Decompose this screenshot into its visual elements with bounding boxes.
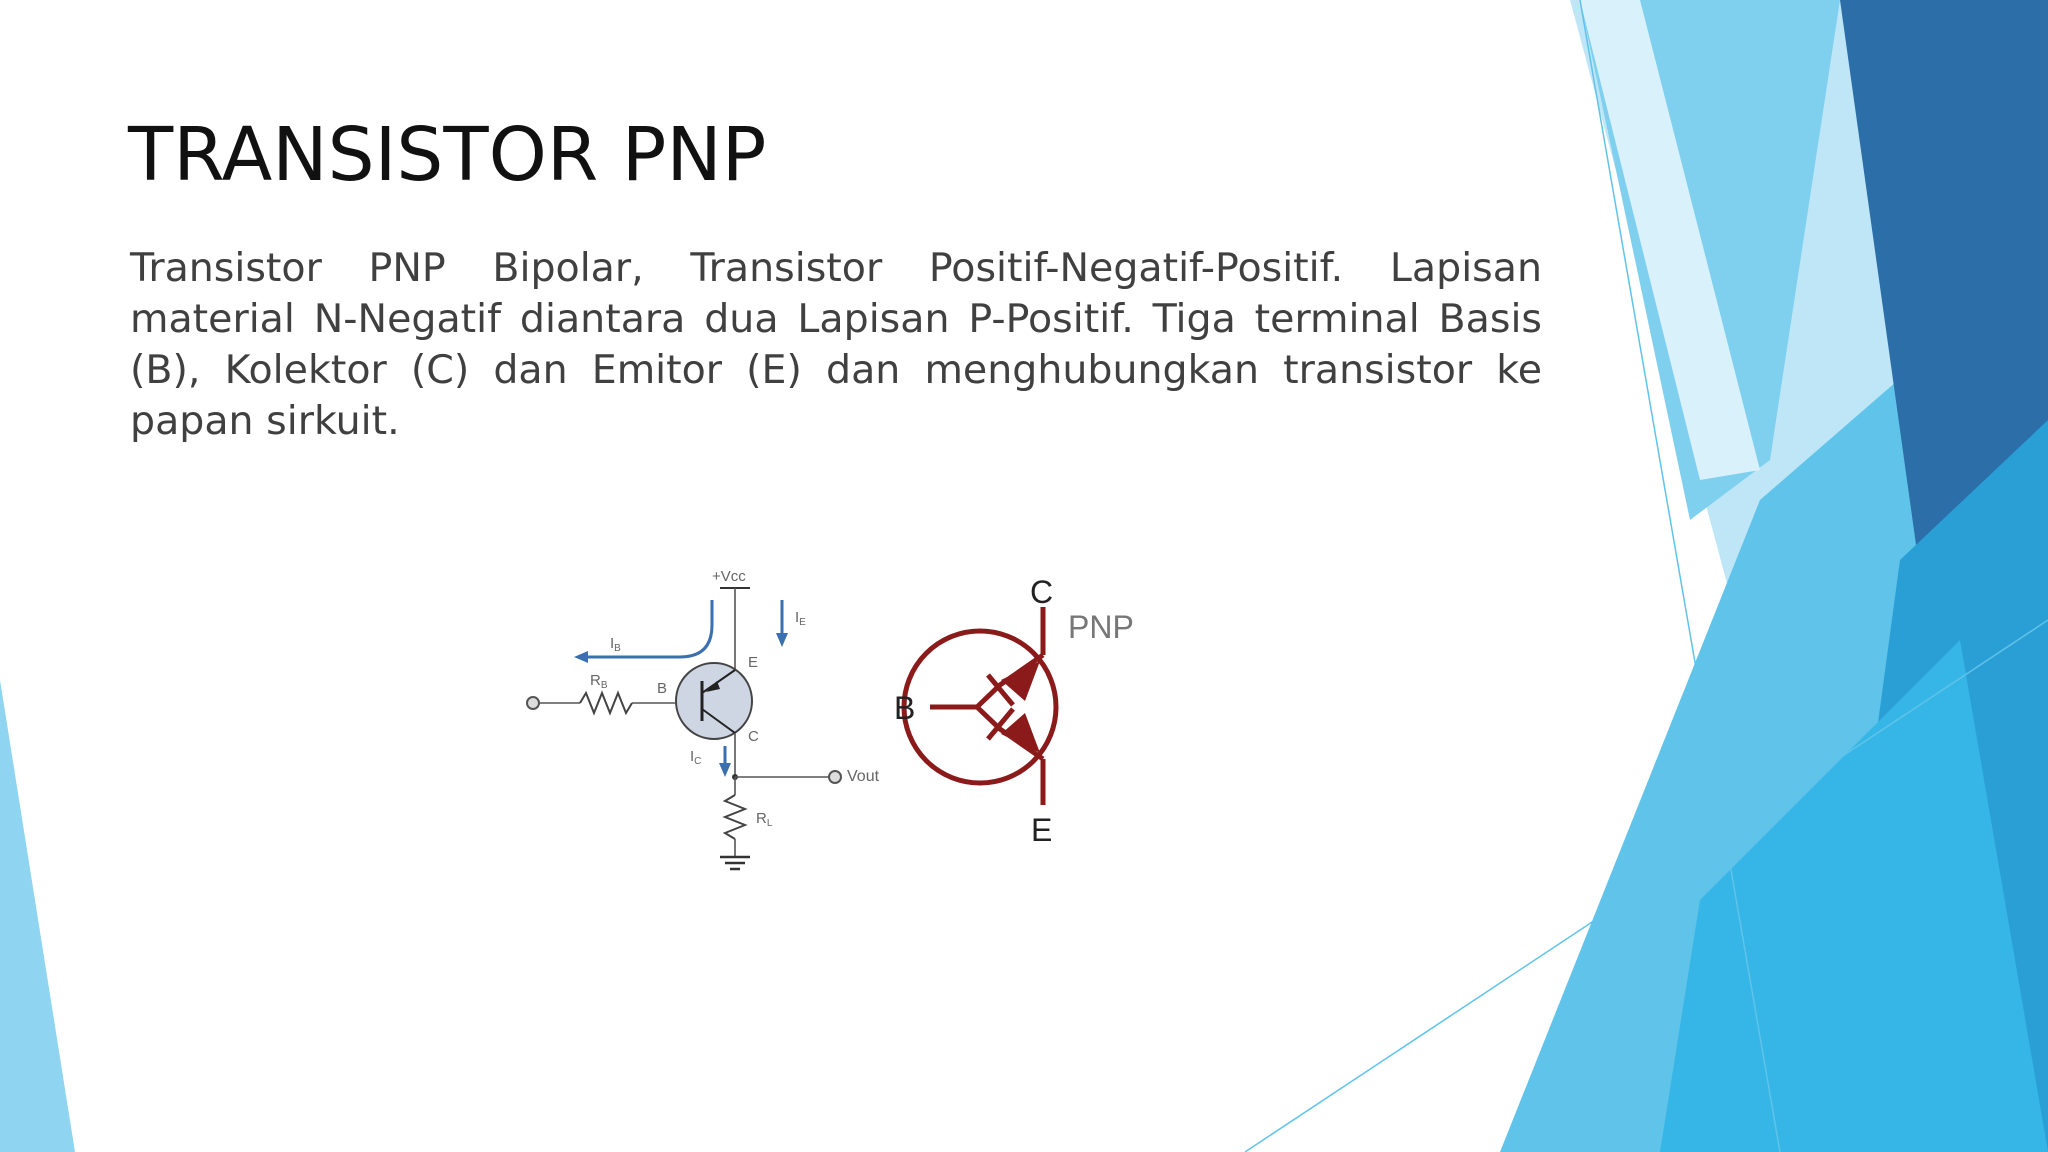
vout-label: Vout	[847, 768, 880, 785]
resistor-rb	[580, 693, 632, 713]
emitter-label: E	[748, 654, 759, 671]
pnp-circuit-diagram	[527, 568, 880, 869]
vcc-label: +Vcc	[712, 568, 746, 585]
slide-title: TRANSISTOR PNP	[128, 112, 767, 198]
left-accent-shape	[0, 680, 75, 1152]
rb-label: $R_B$	[590, 672, 608, 691]
rl-label: $R_L$	[756, 810, 773, 829]
symbol-type-label: PNP	[1068, 609, 1134, 645]
base-label: B	[657, 680, 668, 697]
symbol-base-label: B	[894, 690, 916, 726]
transistor-body	[676, 663, 752, 739]
symbol-collector-label: C	[1030, 574, 1054, 610]
vout-terminal	[829, 771, 841, 783]
collector-label: C	[748, 728, 759, 745]
ic-label: $I_C$	[690, 748, 702, 767]
ib-arrow	[578, 600, 712, 657]
ic-arrow	[719, 763, 731, 777]
pnp-symbol	[894, 574, 1134, 848]
pnp-circuit-figure	[510, 555, 1170, 895]
slide-body-text: Transistor PNP Bipolar, Transistor Positif-Negatif-Positif. Lapisan material N-Negatif diantara dua Lapisan P-Positif. Tiga terminal Basis (B), Kolektor (C) dan Emitor (E) dan menghubungkan transistor ke papan sirkuit.	[130, 245, 1542, 444]
ground-icon	[720, 857, 750, 869]
symbol-emitter-label: E	[1031, 812, 1053, 848]
input-terminal	[527, 697, 539, 709]
resistor-rl	[725, 795, 745, 839]
ie-label: $I_E$	[795, 609, 806, 628]
ie-arrow	[776, 633, 788, 647]
ib-label: $I_B$	[610, 635, 621, 654]
